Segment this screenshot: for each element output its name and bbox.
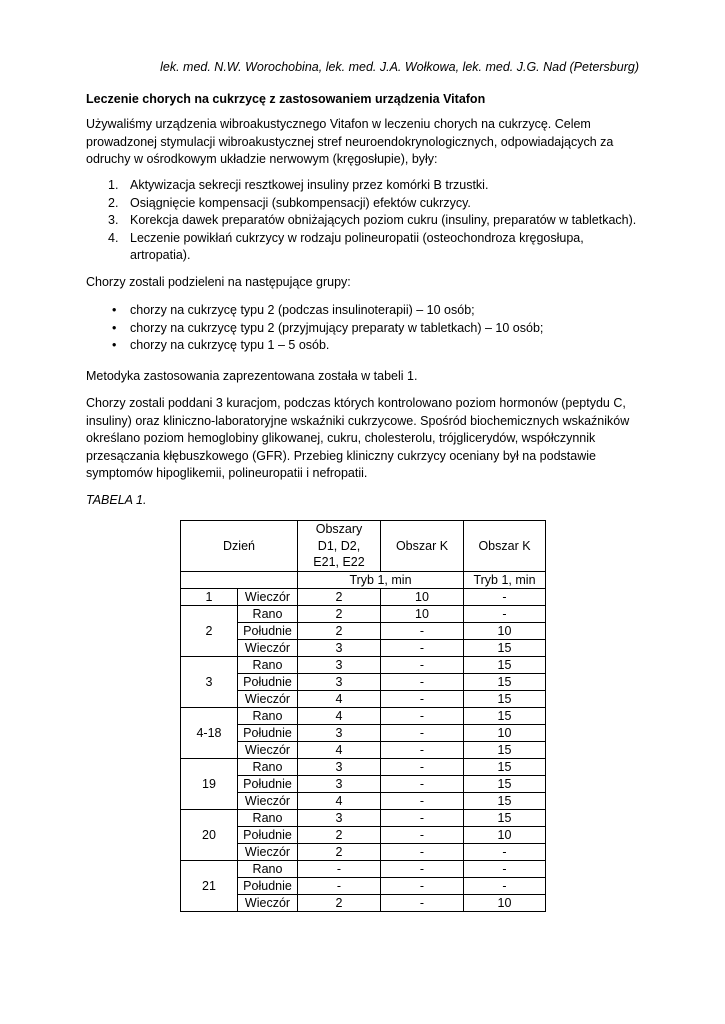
value-cell: 2 xyxy=(298,895,381,912)
intro-line: prowadzonej stymulacji wibroakustycznej stref neuroendokrynologicznych, odpowiadających za xyxy=(86,134,614,149)
day-cell: 21 xyxy=(181,861,238,912)
value-cell: 10 xyxy=(464,827,546,844)
time-cell: Rano xyxy=(238,708,298,725)
table-mode-row xyxy=(181,572,546,589)
header-day: Dzień xyxy=(181,521,298,572)
day-cell: 19 xyxy=(181,759,238,810)
time-cell: Rano xyxy=(238,810,298,827)
value-cell: - xyxy=(298,878,381,895)
time-cell: Wieczór xyxy=(238,844,298,861)
table-row xyxy=(181,861,546,878)
goal-item: 1. Aktywizacja sekrecji resztkowej insuliny przez komórki B trzustki. xyxy=(108,178,489,192)
table-row xyxy=(181,589,546,606)
results-line: Chorzy zostali poddani 3 kuracjom, podczas których kontrolowano poziom hormonów (peptydu C, xyxy=(86,396,626,410)
time-cell: Południe xyxy=(238,878,298,895)
value-cell: - xyxy=(381,691,464,708)
value-cell: 15 xyxy=(464,810,546,827)
groups-intro: Chorzy zostali podzieleni na następujące grupy: xyxy=(86,275,351,289)
value-cell: - xyxy=(381,759,464,776)
value-cell: 2 xyxy=(298,589,381,606)
value-cell: - xyxy=(381,844,464,861)
value-cell: 15 xyxy=(464,742,546,759)
results-line: symptomów hipoglikemii, polineuropatii i nefropatii. xyxy=(86,466,368,480)
value-cell: - xyxy=(464,844,546,861)
time-cell: Wieczór xyxy=(238,640,298,657)
time-cell: Wieczór xyxy=(238,742,298,759)
table-row xyxy=(181,810,546,827)
table-row xyxy=(181,657,546,674)
value-cell: 10 xyxy=(464,623,546,640)
schedule-table xyxy=(180,520,546,912)
mode-empty-cell xyxy=(181,572,298,589)
intro-paragraph xyxy=(86,116,646,169)
goal-item: 4. Leczenie powikłań cukrzycy w rodzaju polineuropatii (osteochondroza kręgosłupa, artropatia). xyxy=(108,230,584,262)
article-title: Leczenie chorych na cukrzycę z zastosowaniem urządzenia Vitafon xyxy=(86,92,486,106)
goal-item: 2. Osiągnięcie kompensacji (subkompensacji) efektów cukrzycy. xyxy=(108,195,471,210)
time-cell: Wieczór xyxy=(238,895,298,912)
value-cell: - xyxy=(381,742,464,759)
value-cell: - xyxy=(381,708,464,725)
value-cell: 4 xyxy=(298,742,381,759)
groups-list xyxy=(86,302,646,355)
time-cell: Południe xyxy=(238,725,298,742)
day-cell: 1 xyxy=(181,589,238,606)
value-cell: - xyxy=(381,827,464,844)
day-cell: 3 xyxy=(181,657,238,708)
time-cell: Wieczór xyxy=(238,589,298,606)
value-cell: - xyxy=(381,878,464,895)
group-item: • chorzy na cukrzycę typu 2 (przyjmujący preparaty w tabletkach) – 10 osób; xyxy=(112,320,544,335)
group-item: • chorzy na cukrzycę typu 1 – 5 osób. xyxy=(112,338,330,352)
authors-line: lek. med. N.W. Worochobina, lek. med. J.A. Wołkowa, lek. med. J.G. Nad (Petersburg) xyxy=(160,60,639,74)
value-cell: 2 xyxy=(298,606,381,623)
results-line: określano poziom hemoglobiny glikowanej, cukru, cholesterolu, trójglicerydów, współczynnik xyxy=(86,431,596,445)
day-cell: 20 xyxy=(181,810,238,861)
header-area-k: Obszar K xyxy=(381,521,464,572)
value-cell: 3 xyxy=(298,776,381,793)
value-cell: - xyxy=(464,606,546,623)
value-cell: 10 xyxy=(464,725,546,742)
value-cell: 15 xyxy=(464,640,546,657)
value-cell: 10 xyxy=(381,589,464,606)
header-area-k: Obszar K xyxy=(464,521,546,572)
mode-cell: Tryb 1, min xyxy=(298,572,464,589)
time-cell: Rano xyxy=(238,759,298,776)
value-cell: 15 xyxy=(464,657,546,674)
time-cell: Południe xyxy=(238,776,298,793)
goal-item: 3. Korekcja dawek preparatów obniżających poziom cukru (insuliny, preparatów w tabletkach). xyxy=(108,213,637,227)
value-cell: 2 xyxy=(298,844,381,861)
day-cell: 4-18 xyxy=(181,708,238,759)
table-header-row xyxy=(181,521,546,572)
value-cell: 2 xyxy=(298,623,381,640)
time-cell: Południe xyxy=(238,623,298,640)
table-row xyxy=(181,759,546,776)
value-cell: - xyxy=(381,657,464,674)
group-item: • chorzy na cukrzycę typu 2 (podczas insulinoterapii) – 10 osób; xyxy=(112,303,475,317)
value-cell: 3 xyxy=(298,725,381,742)
time-cell: Rano xyxy=(238,657,298,674)
value-cell: 3 xyxy=(298,657,381,674)
value-cell: 3 xyxy=(298,810,381,827)
time-cell: Rano xyxy=(238,606,298,623)
value-cell: 15 xyxy=(464,691,546,708)
time-cell: Wieczór xyxy=(238,691,298,708)
value-cell: - xyxy=(381,810,464,827)
value-cell: 15 xyxy=(464,674,546,691)
value-cell: 4 xyxy=(298,691,381,708)
value-cell: 10 xyxy=(381,606,464,623)
time-cell: Wieczór xyxy=(238,793,298,810)
value-cell: 3 xyxy=(298,759,381,776)
intro-line: odruchy w ośrodkowym układzie nerwowym (kręgosłupie), były: xyxy=(86,152,438,166)
results-paragraph xyxy=(86,395,646,483)
value-cell: - xyxy=(381,623,464,640)
results-line: przesączania kłębuszkowego (GFR). Przebieg kliniczny cukrzycy oceniany był na podstawie xyxy=(86,448,596,463)
mode-cell: Tryb 1, min xyxy=(464,572,546,589)
day-cell: 2 xyxy=(181,606,238,657)
time-cell: Południe xyxy=(238,674,298,691)
value-cell: - xyxy=(381,725,464,742)
value-cell: - xyxy=(464,878,546,895)
value-cell: - xyxy=(381,674,464,691)
value-cell: 15 xyxy=(464,776,546,793)
value-cell: - xyxy=(298,861,381,878)
time-cell: Rano xyxy=(238,861,298,878)
value-cell: 4 xyxy=(298,793,381,810)
method-paragraph: Metodyka zastosowania zaprezentowana została w tabeli 1. xyxy=(86,369,418,383)
value-cell: 2 xyxy=(298,827,381,844)
value-cell: - xyxy=(381,640,464,657)
value-cell: 3 xyxy=(298,674,381,691)
value-cell: - xyxy=(381,895,464,912)
value-cell: 10 xyxy=(464,895,546,912)
value-cell: - xyxy=(381,793,464,810)
value-cell: - xyxy=(381,776,464,793)
value-cell: 15 xyxy=(464,708,546,725)
value-cell: 4 xyxy=(298,708,381,725)
header-area-d-e: Obszary D1, D2, E21, E22 xyxy=(298,521,381,572)
value-cell: 15 xyxy=(464,793,546,810)
table-row xyxy=(181,606,546,623)
table-row xyxy=(181,708,546,725)
value-cell: 3 xyxy=(298,640,381,657)
value-cell: - xyxy=(464,589,546,606)
value-cell: 15 xyxy=(464,759,546,776)
results-line: insuliny) oraz kliniczno-laboratoryjne wskaźniki cukrzycowe. Spośród biochemicznych wskaźników xyxy=(86,413,630,428)
value-cell: - xyxy=(381,861,464,878)
value-cell: - xyxy=(464,861,546,878)
goals-list xyxy=(86,177,646,265)
time-cell: Południe xyxy=(238,827,298,844)
intro-line: Używaliśmy urządzenia wibroakustycznego Vitafon w leczeniu chorych na cukrzycę. Celem xyxy=(86,117,591,131)
table-caption: TABELA 1. xyxy=(86,493,147,507)
